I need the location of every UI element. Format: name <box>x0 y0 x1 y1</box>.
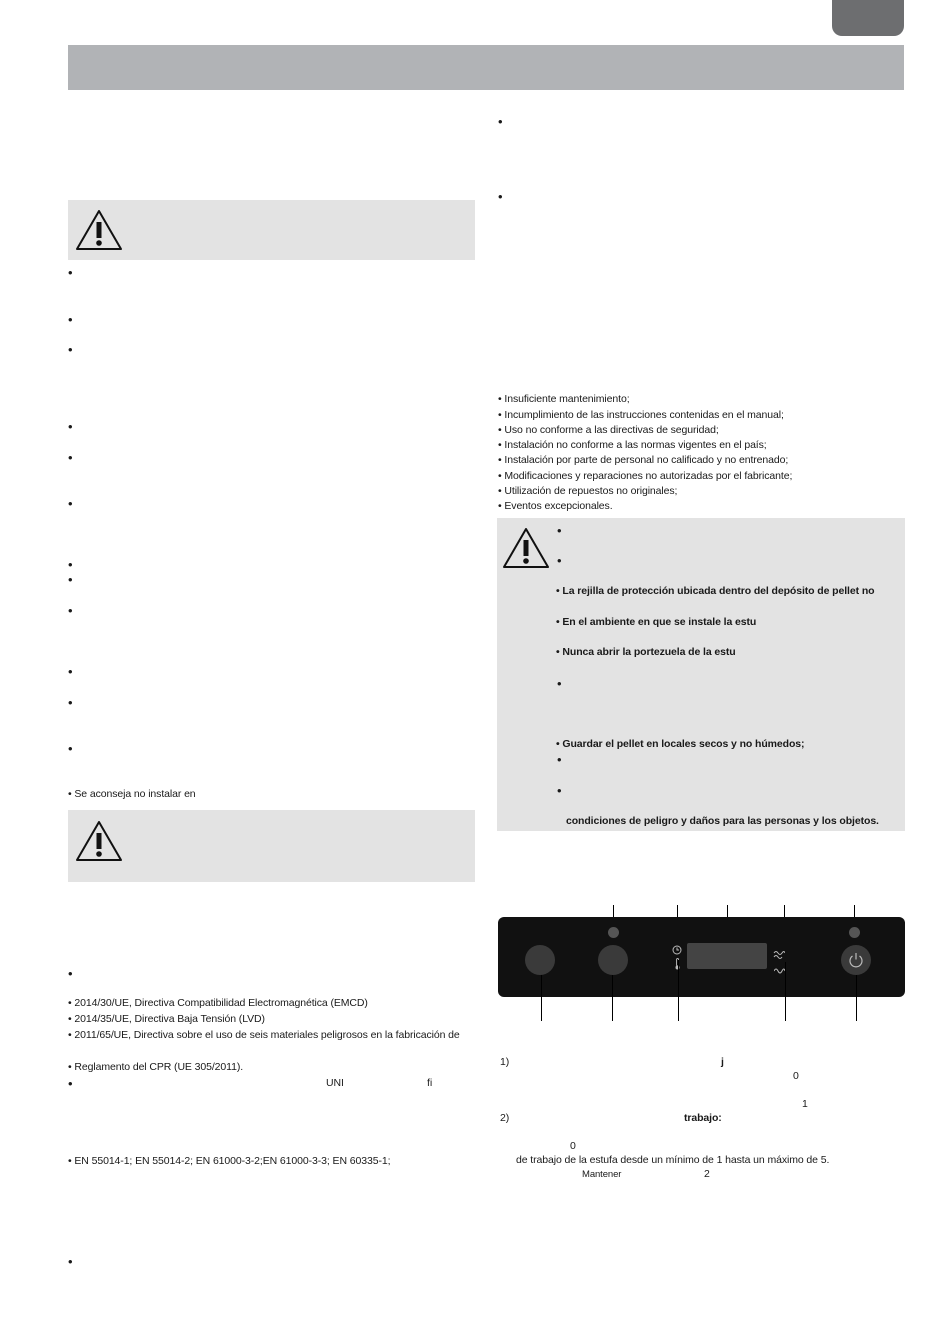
warning-ambiente: • En el ambiente en que se instale la estu <box>556 616 757 628</box>
callout-line <box>612 975 613 1021</box>
directive-item: • 2014/30/UE, Directiva Compatibilidad Electromagnética (EMCD) <box>68 997 368 1009</box>
note-one-fragment: 1 <box>802 1098 808 1110</box>
note-trabajo: trabajo: <box>684 1112 722 1124</box>
power-button[interactable] <box>841 945 871 975</box>
callout-line <box>678 960 679 1021</box>
middle-knob[interactable] <box>598 945 628 975</box>
bullet: • <box>557 783 562 798</box>
cause-item: • Insuficiente mantenimiento; <box>498 393 630 405</box>
section-header-bar <box>68 45 904 90</box>
bullet: • <box>68 557 73 572</box>
note-two-fragment: 2 <box>704 1168 710 1180</box>
warning-box-top <box>68 200 475 260</box>
bullet: • <box>68 695 73 710</box>
warning-triangle-icon <box>74 208 124 252</box>
warning-box-right <box>497 518 905 831</box>
callout-line <box>856 975 857 1021</box>
advice-text: • Se aconseja no instalar en <box>68 788 196 800</box>
cause-item: • Instalación no conforme a las normas vigentes en el país; <box>498 439 767 451</box>
left-led <box>608 927 619 938</box>
bullet: • <box>557 752 562 767</box>
bullet: • <box>68 603 73 618</box>
warning-guardar: • Guardar el pellet en locales secos y no húmedos; <box>556 738 805 750</box>
warning-condiciones: condiciones de peligro y daños para las personas y los objetos. <box>566 815 879 827</box>
warning-portezuela: • Nunca abrir la portezuela de la estu <box>556 646 736 658</box>
bullet: • <box>68 450 73 465</box>
water-icon <box>774 961 785 979</box>
note-mantener: Mantener <box>582 1169 622 1180</box>
bullet: • <box>498 114 503 129</box>
callout-line <box>785 962 786 1021</box>
bullet: • <box>68 265 73 280</box>
power-icon <box>847 951 865 974</box>
cause-item: • Eventos excepcionales. <box>498 500 613 512</box>
directive-item: • 2014/35/UE, Directiva Baja Tensión (LVD) <box>68 1013 265 1025</box>
warning-triangle-icon <box>501 526 551 570</box>
note-zero-fragment-b: 0 <box>570 1140 576 1152</box>
warning-rejilla: • La rejilla de protección ubicada dentro del depósito de pellet no <box>556 585 875 597</box>
bullet: • <box>68 419 73 434</box>
cause-item: • Incumplimiento de las instrucciones contenidas en el manual; <box>498 409 784 421</box>
uni-fragment: UNI <box>326 1077 344 1089</box>
fi-fragment: ﬁ <box>427 1077 433 1089</box>
cause-item: • Uso no conforme a las directivas de seguridad; <box>498 424 719 436</box>
note-range: de trabajo de la estufa desde un mínimo de 1 hasta un máximo de 5. <box>516 1154 830 1166</box>
bullet: • <box>557 553 562 568</box>
note-zero-fragment: 0 <box>793 1070 799 1082</box>
bullet: • <box>68 572 73 587</box>
regulation-text: • Reglamento del CPR (UE 305/2011). <box>68 1061 244 1073</box>
bullet: • <box>557 523 562 538</box>
cause-item: • Modificaciones y reparaciones no autorizadas por el fabricante; <box>498 470 793 482</box>
bullet: • <box>498 189 503 204</box>
bullet: • <box>68 342 73 357</box>
bullet: • <box>68 496 73 511</box>
directive-item: • 2011/65/UE, Directiva sobre el uso de seis materiales peligrosos en la fabricación de <box>68 1029 460 1041</box>
bullet: • <box>68 664 73 679</box>
note-1-marker: 1) <box>500 1056 510 1068</box>
bullet: • <box>68 312 73 327</box>
warning-box-middle <box>68 810 475 882</box>
power-led <box>849 927 860 938</box>
digital-display <box>687 943 767 969</box>
bullet: • <box>68 1076 73 1091</box>
bullet: • <box>68 741 73 756</box>
warning-triangle-icon <box>74 819 124 863</box>
bullet: • <box>68 1254 73 1269</box>
left-knob[interactable] <box>525 945 555 975</box>
cause-item: • Instalación por parte de personal no calificado y no entrenado; <box>498 454 789 466</box>
page-corner-tab <box>832 0 904 36</box>
bullet: • <box>557 676 562 691</box>
bullet: • <box>68 966 73 981</box>
cause-item: • Utilización de repuestos no originales; <box>498 485 678 497</box>
control-panel <box>498 917 905 997</box>
standards-text: • EN 55014-1; EN 55014-2; EN 61000-3-2;EN 61000-3-3; EN 60335-1; <box>68 1155 391 1167</box>
callout-line <box>541 975 542 1021</box>
note-j-fragment: j <box>721 1056 724 1068</box>
note-2-marker: 2) <box>500 1112 510 1124</box>
